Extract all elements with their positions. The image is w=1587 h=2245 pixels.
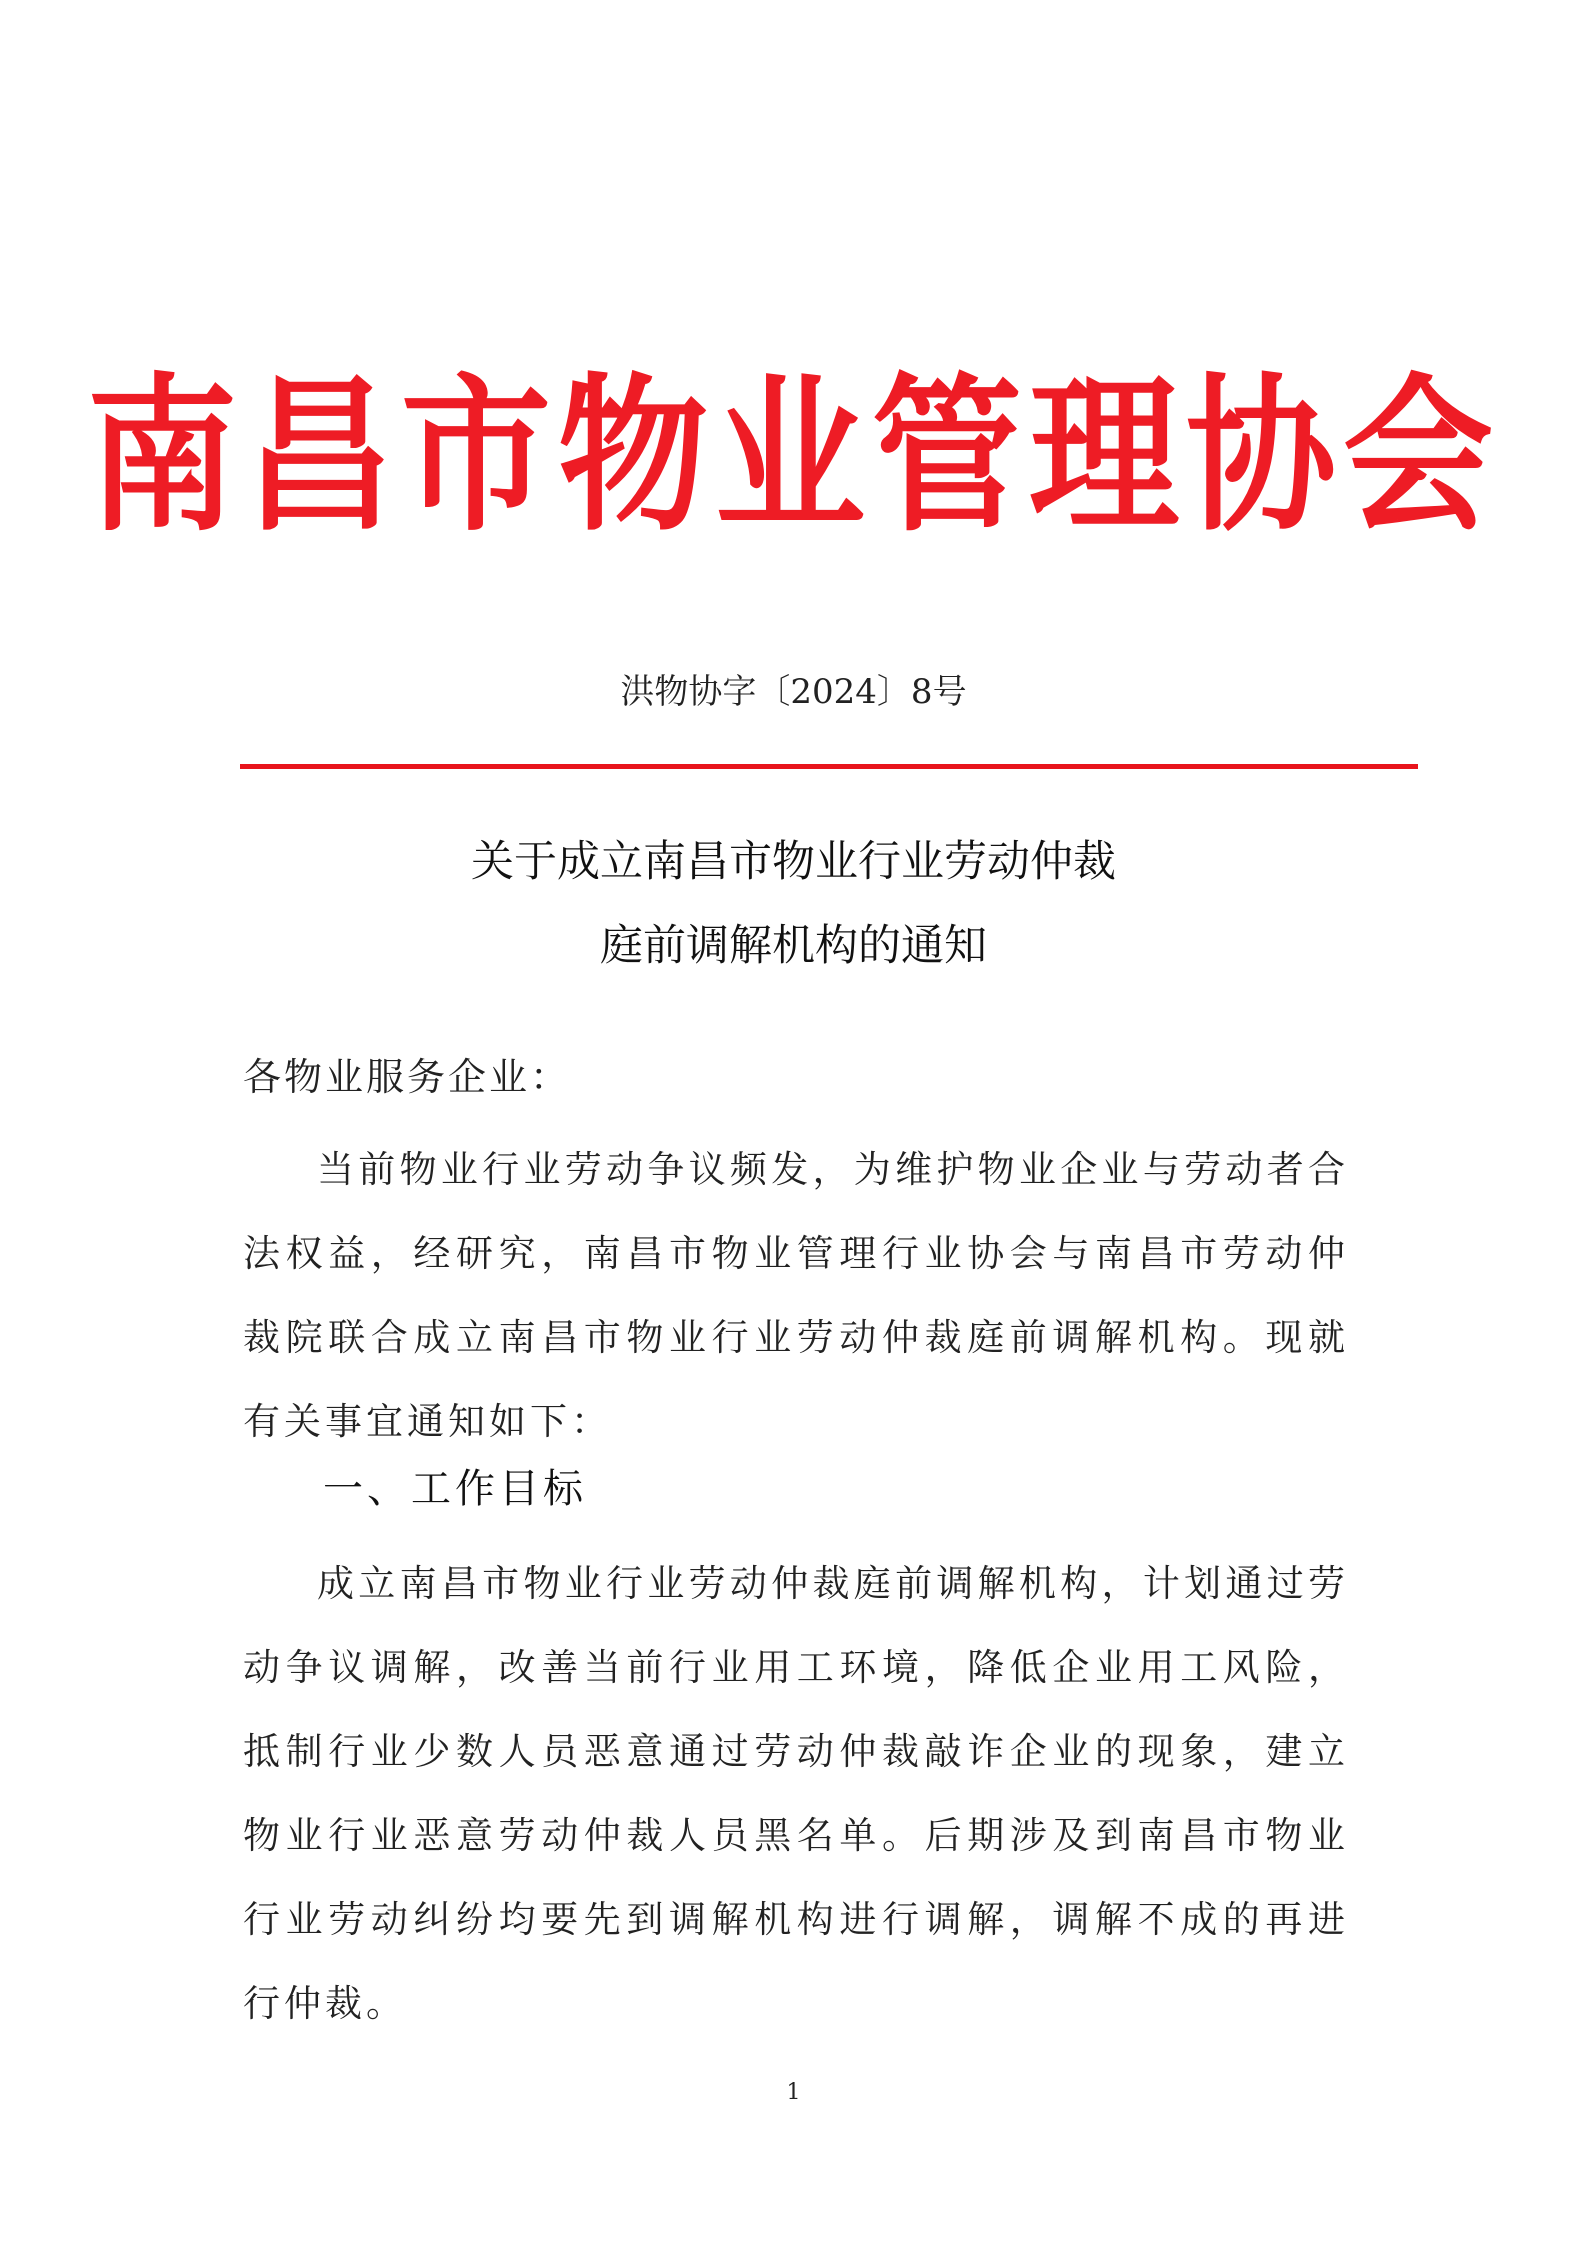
red-divider-line <box>240 764 1418 769</box>
salutation: 各物业服务企业： <box>243 1055 572 1099</box>
section-heading-work-goal: 一、工作目标 <box>323 1466 587 1512</box>
section-body-work-goal: 成立南昌市物业行业劳动仲裁庭前调解机构，计划通过劳动争议调解，改善当前行业用工环境，降低企业用工风险，抵制行业少数人员恶意通过劳动仲裁敲诈企业的现象，建立物业行业恶意劳动仲裁人员黑名单。后期涉及到南昌市物业行业劳动纠纷均要先到调解机构进行调解，调解不成的再进行仲裁。 <box>243 1562 1349 2025</box>
notice-title-line-1: 关于成立南昌市物业行业劳动仲裁 <box>471 837 1116 887</box>
document-number: 洪物协字〔2024〕8号 <box>620 672 967 712</box>
intro-paragraph: 当前物业行业劳动争议频发，为维护物业企业与劳动者合法权益，经研究，南昌市物业管理行业协会与南昌市劳动仲裁院联合成立南昌市物业行业劳动仲裁庭前调解机构。现就有关事宜通知如下： <box>243 1148 1349 1443</box>
notice-title-line-2: 庭前调解机构的通知 <box>600 921 987 971</box>
masthead-title: 南昌市物业管理协会 <box>86 359 1500 555</box>
page-number: 1 <box>786 2080 801 2105</box>
notice-title <box>0 820 1587 988</box>
